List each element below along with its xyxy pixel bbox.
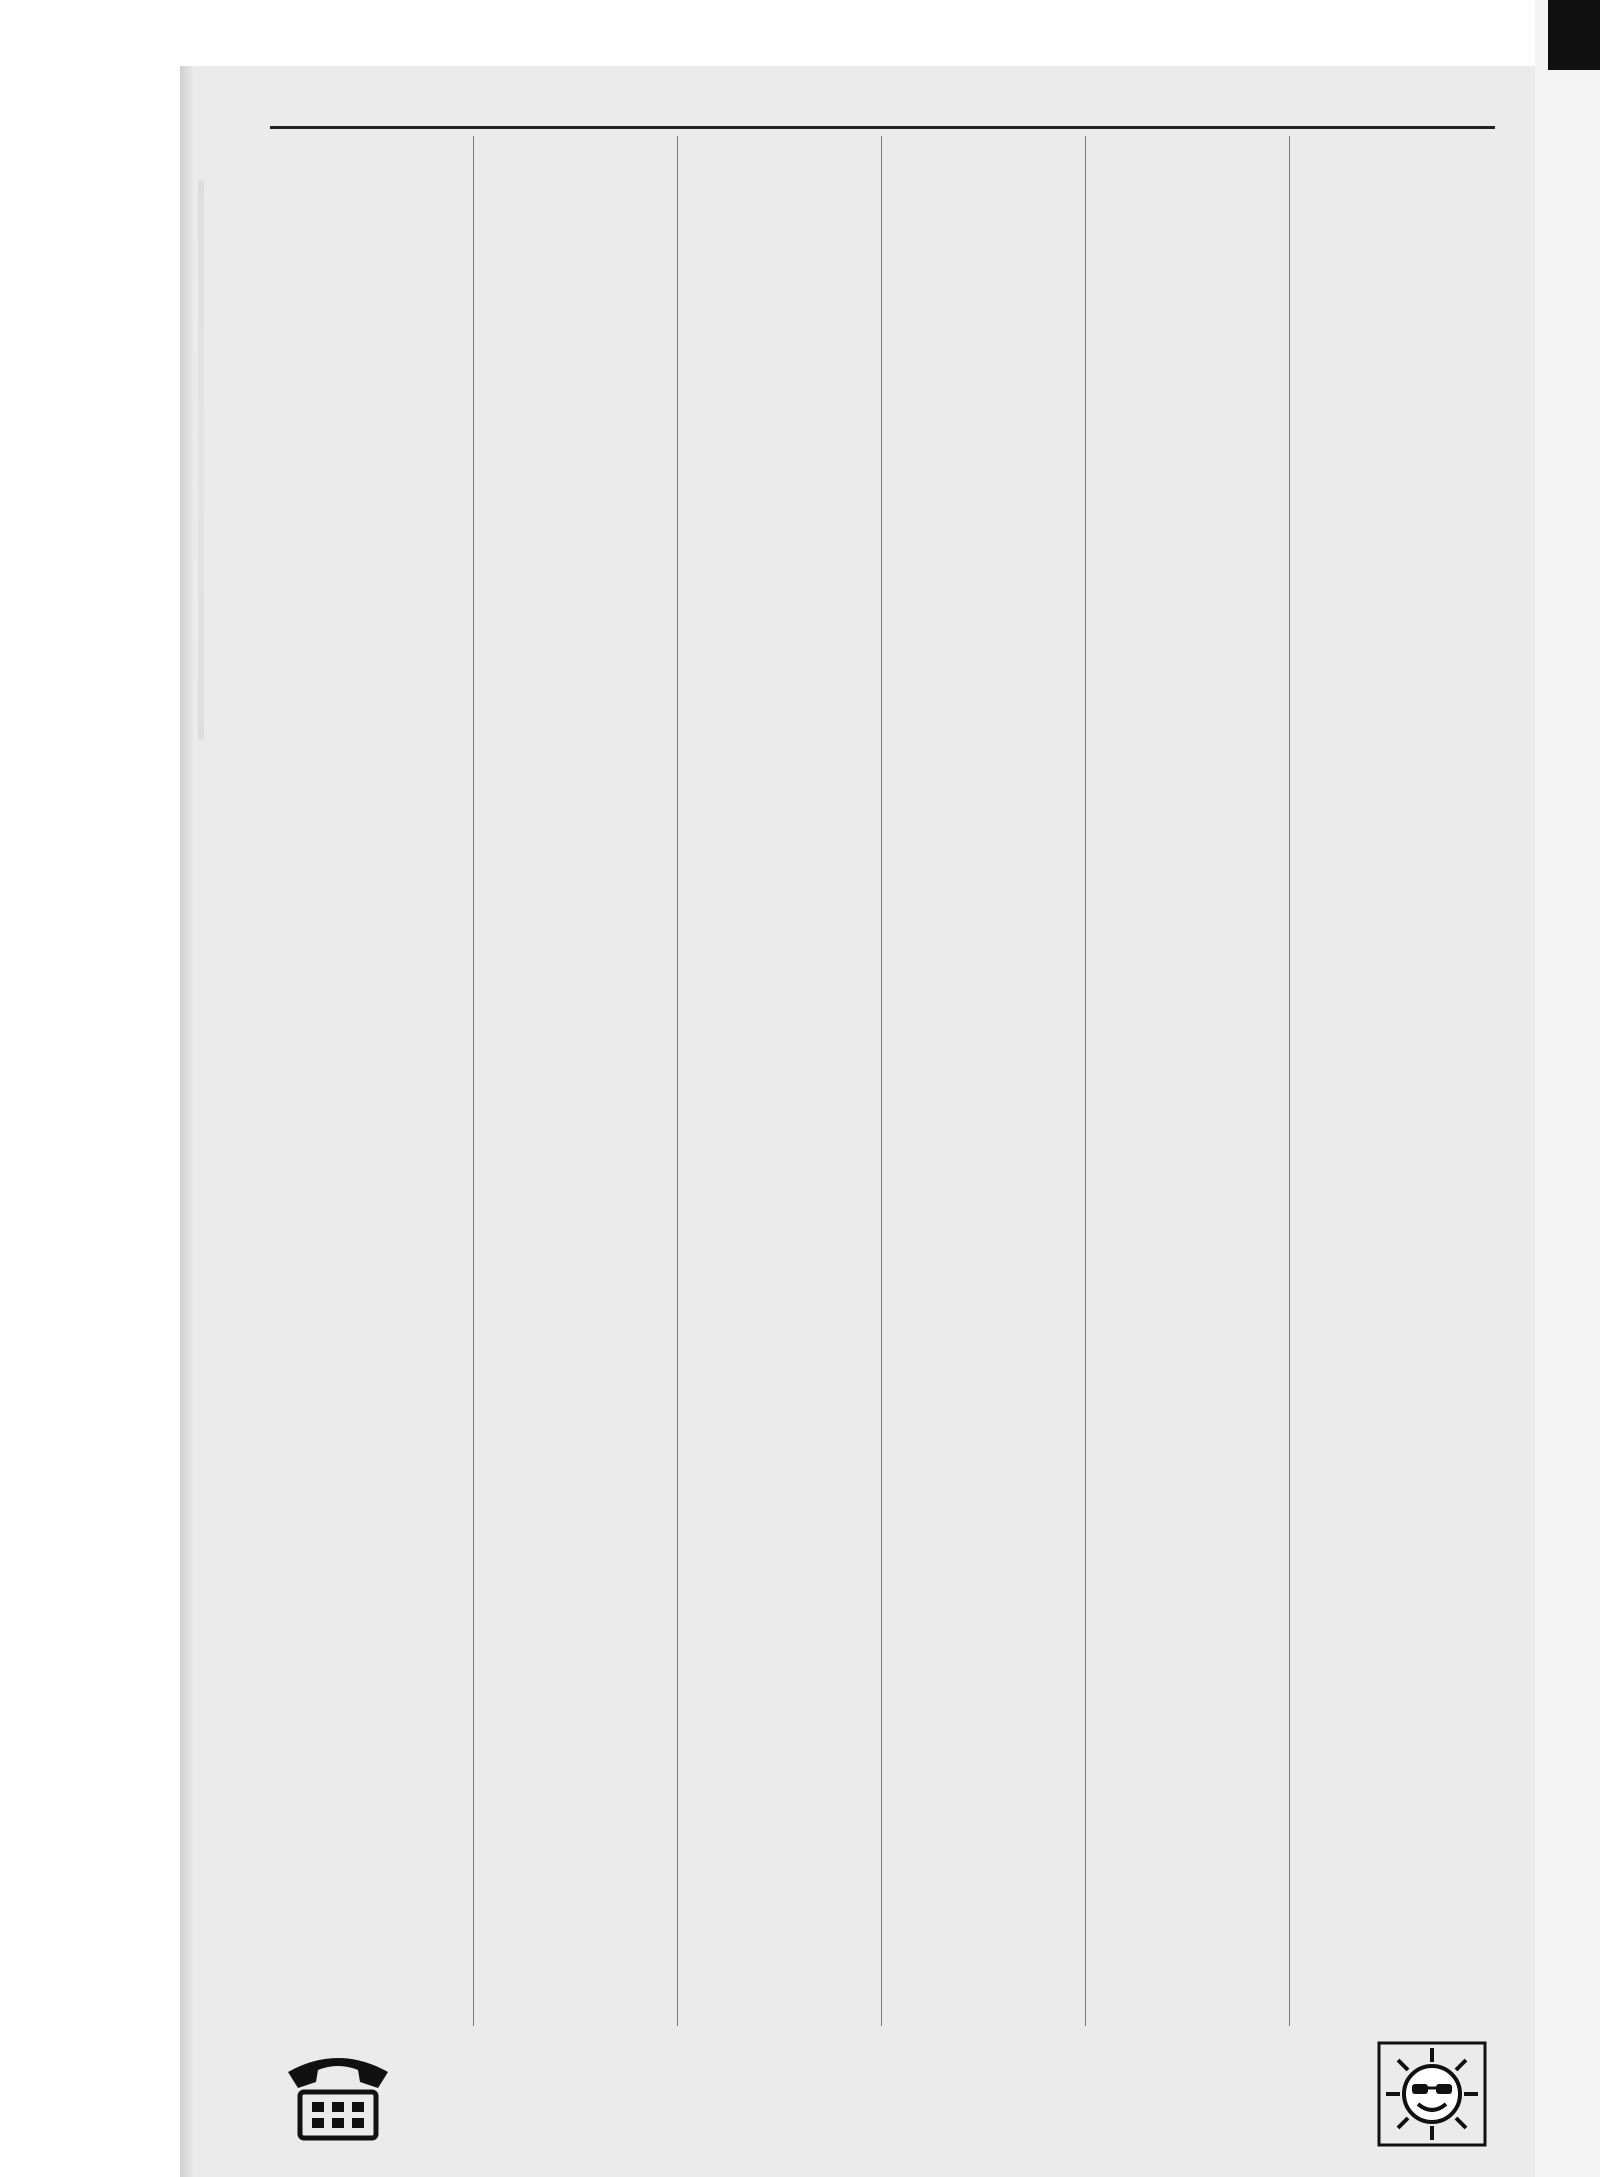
telephone-icon — [278, 2044, 398, 2144]
sun-with-sunglasses-icon — [1376, 2040, 1488, 2148]
directory-column-2 — [474, 136, 678, 2026]
scan-shadow — [180, 66, 194, 2177]
page-header — [270, 80, 1495, 129]
directory-column-5 — [1086, 136, 1290, 2026]
page-spine-mark — [198, 180, 204, 740]
next-page-edge-text — [1558, 70, 1600, 2177]
next-page-edge-bar — [1548, 0, 1600, 70]
directory-column-3 — [678, 136, 882, 2026]
advertisement-banner — [278, 2040, 1488, 2148]
directory-column-1 — [270, 136, 474, 2026]
directory-columns — [270, 136, 1495, 2026]
directory-column-4 — [882, 136, 1086, 2026]
